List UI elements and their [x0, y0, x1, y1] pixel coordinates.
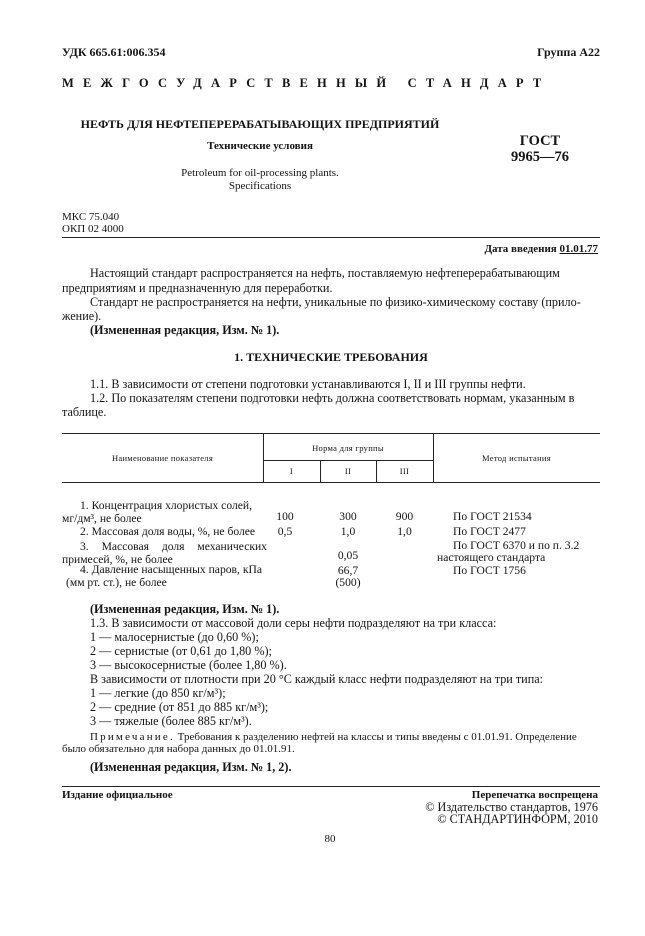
group-code: Группа А22	[537, 45, 600, 59]
gost-label: ГОСТ	[519, 133, 561, 149]
sulfur-class-2: 2 — сернистые (от 0,61 до 1,80 %);	[90, 644, 272, 658]
row3-common-value: 0,05	[337, 549, 359, 562]
row1-method: По ГОСТ 21534	[453, 510, 532, 523]
row4-value-kpa: 66,7	[337, 564, 359, 577]
sulfur-class-1: 1 — малосернистые (до 0,60 %);	[90, 630, 259, 644]
row1-name-line1: 1. Концентрация хлористых солей,	[80, 499, 252, 512]
table-header-group-2: II	[344, 466, 352, 476]
sulfur-class-3: 3 — высокосернистые (более 1,80 %).	[90, 658, 287, 672]
header-divider	[62, 237, 600, 238]
page-number: 80	[324, 833, 336, 845]
row4-name-line1: 4. Давление насыщенных паров, кПа	[80, 563, 262, 576]
density-type-2: 2 — средние (от 851 до 885 кг/м³);	[90, 700, 269, 714]
table-header-method: Метод испытания	[482, 453, 551, 463]
copyright-1976: © Издательство стандартов, 1976	[425, 800, 598, 814]
clause-1-1: 1.1. В зависимости от степени подготовки устанавливаются I, II и III группы нефти.	[90, 377, 526, 391]
row2-group1: 0,5	[277, 525, 293, 538]
clause-1-3: 1.3. В зависимости от массовой доли серы нефти подразделяют на три класса:	[90, 616, 497, 630]
english-title-line2: Specifications	[228, 180, 292, 192]
row2-name: 2. Массовая доля воды, %, не более	[80, 525, 256, 538]
row3-name-line1: 3. Массовая доля механических	[80, 540, 267, 553]
intro-p1-line2: предприятиям и предназначенную для переработки.	[62, 281, 333, 295]
footer-divider	[62, 786, 600, 787]
standard-banner: МЕЖГОСУДАРСТВЕННЫЙ СТАНДАРТ	[62, 76, 551, 90]
clause-1-2-line2: таблице.	[62, 405, 107, 419]
document-title: НЕФТЬ ДЛЯ НЕФТЕПЕРЕРАБАТЫВАЮЩИХ ПРЕДПРИЯТИЙ	[80, 117, 440, 131]
intro-p2-line2: жение).	[62, 309, 102, 323]
table-header-group-1: I	[289, 466, 294, 476]
edit-note-2: (Измененная редакция, Изм. № 1).	[90, 602, 280, 616]
row4-method: По ГОСТ 1756	[453, 564, 526, 577]
reprint-prohibited: Перепечатка воспрещена	[471, 789, 598, 801]
english-title-line1: Petroleum for oil-processing plants.	[181, 167, 339, 179]
okp-code: ОКП 02 4000	[62, 223, 124, 235]
table-header-bottom	[62, 482, 600, 483]
row3-method-line2: настоящего стандарта	[437, 551, 546, 564]
table-header-group-3: III	[399, 466, 410, 476]
row1-group2: 300	[339, 510, 357, 523]
row2-method: По ГОСТ 2477	[453, 525, 526, 538]
table-header-name: Наименование показателя	[111, 453, 214, 463]
section-heading: 1. ТЕХНИЧЕСКИЕ ТРЕБОВАНИЯ	[234, 350, 428, 364]
row4-value-mmhg: (500)	[335, 576, 361, 589]
edit-note-3: (Измененная редакция, Изм. № 1, 2).	[90, 760, 292, 774]
row2-group3: 1,0	[397, 525, 412, 538]
row1-group1: 100	[276, 510, 294, 523]
note-label: Примечание.	[90, 731, 175, 743]
density-types-intro: В зависимости от плотности при 20 °С каждый класс нефти подразделяют на три типа:	[90, 672, 544, 686]
udk-code: УДК 665.61:006.354	[62, 45, 166, 59]
document-subtitle: Технические условия	[207, 140, 313, 152]
introduction-date-value: 01.01.77	[559, 243, 598, 255]
edit-note-1: (Измененная редакция, Изм. № 1).	[90, 323, 280, 337]
row3-name-line2: примесей, %, не более	[62, 553, 173, 566]
introduction-date-label: Дата введения	[484, 243, 557, 255]
table-top-border	[62, 433, 600, 434]
row4-name-line2: (мм рт. ст.), не более	[66, 576, 167, 589]
copyright-2010: © СТАНДАРТИНФОРМ, 2010	[437, 812, 598, 826]
intro-p1-line1: Настоящий стандарт распространяется на нефть, поставляемую нефтеперерабатывающим	[90, 266, 560, 280]
table-header-norm: Норма для группы	[312, 443, 384, 453]
gost-number: 9965—76	[511, 149, 569, 165]
row1-name-line2: мг/дм³, не более	[62, 512, 142, 525]
clause-1-2-line1: 1.2. По показателям степени подготовки нефть должна соответствовать нормам, указанным в	[90, 391, 575, 405]
density-type-1: 1 — легкие (до 850 кг/м³);	[90, 686, 226, 700]
table-subheader-line	[263, 460, 433, 461]
row2-group2: 1,0	[340, 525, 356, 538]
official-edition: Издание официальное	[62, 789, 173, 801]
row3-method-line1: По ГОСТ 6370 и по п. 3.2	[453, 539, 580, 552]
note-line2: было обязательно для набора данных до 01.01.91.	[62, 743, 295, 755]
intro-p2-line1: Стандарт не распространяется на нефти, уникальные по физико-химическому составу (прило-	[90, 295, 581, 309]
density-type-3: 3 — тяжелые (более 885 кг/м³).	[90, 714, 252, 728]
row1-group3: 900	[395, 510, 414, 523]
mks-code: МКС 75.040	[62, 211, 120, 223]
note-text-line1: Требования к разделению нефтей на классы и типы введены с 01.01.91. Определение	[177, 731, 577, 743]
introduction-date	[380, 243, 598, 256]
